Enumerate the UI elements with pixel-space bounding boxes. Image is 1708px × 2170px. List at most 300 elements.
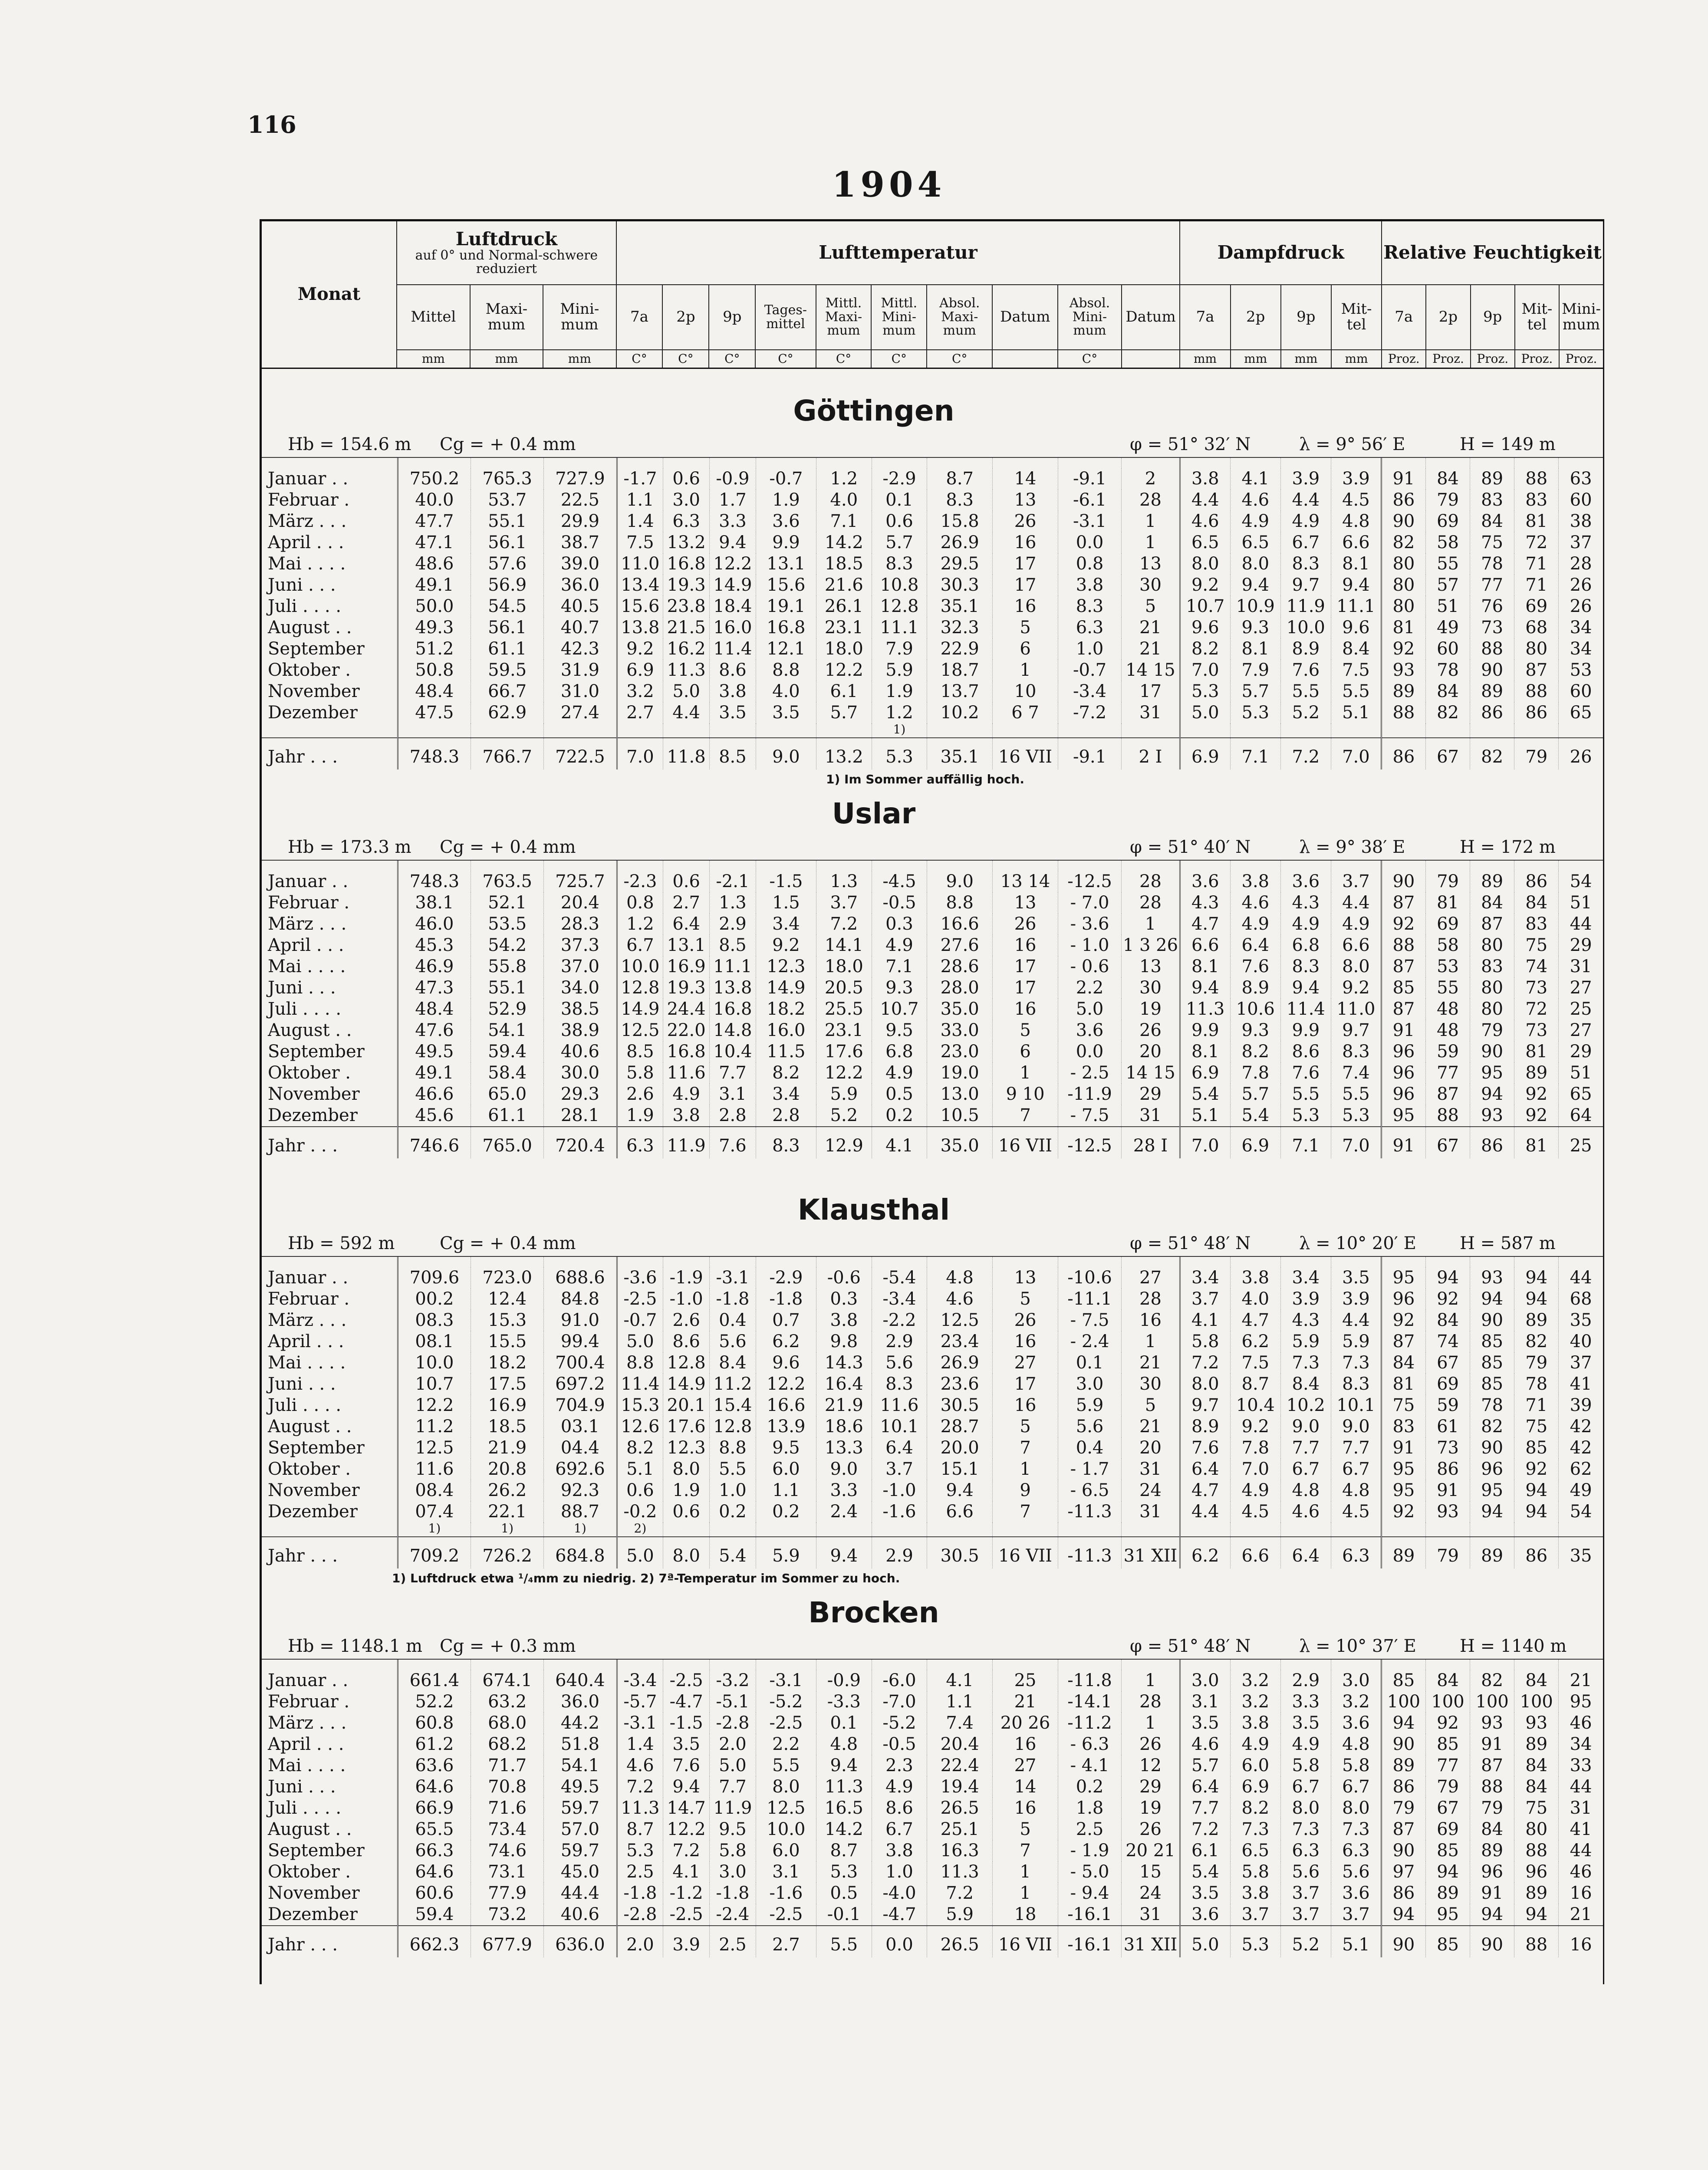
table-cell: 4.6	[1280, 1501, 1331, 1522]
table-cell: 7.1	[1230, 738, 1280, 769]
table-cell: -5.2	[872, 1713, 927, 1734]
header-col-11: Absol. Mini-mum	[1058, 285, 1121, 350]
table-cell: 4.0	[756, 681, 816, 702]
table-cell: 3.5	[1331, 1267, 1381, 1289]
table-cell: 23.0	[927, 1041, 993, 1062]
table-cell: 6.9	[1180, 738, 1230, 769]
month-label: Januar . .	[262, 468, 398, 490]
table-cell: 87	[1381, 956, 1425, 977]
table-cell: 27	[1559, 977, 1603, 999]
table-cell: 2.9	[872, 1537, 927, 1568]
table-cell: 5.3	[816, 1861, 872, 1883]
table-cell: 28 I	[1122, 1127, 1180, 1158]
table-cell: 82	[1470, 1670, 1514, 1691]
table-cell: 21.6	[816, 575, 872, 596]
station-footnote: 1) Im Sommer auffällig hoch.	[826, 772, 1024, 786]
table-cell: 5.9	[1280, 1331, 1331, 1352]
month-label: Oktober .	[262, 1062, 398, 1084]
table-cell: 95	[1381, 1105, 1425, 1127]
table-cell: 4.7	[1180, 914, 1230, 935]
table-cell: 9.2	[1180, 575, 1230, 596]
table-cell: 8.1	[1331, 553, 1381, 575]
table-cell: 3.7	[1280, 1904, 1331, 1926]
table-cell: 26.1	[816, 596, 872, 617]
table-cell: 15	[1122, 1861, 1180, 1883]
table-cell: 3.2	[1331, 1691, 1381, 1713]
table-cell: 26.9	[927, 532, 993, 553]
table-cell: 14.9	[617, 999, 663, 1020]
table-cell: 14 15	[1122, 660, 1180, 681]
table-cell: 5.5	[1331, 681, 1381, 702]
table-cell: 9.7	[1280, 575, 1331, 596]
station-table	[262, 861, 1603, 1158]
table-cell: 0.6	[872, 511, 927, 532]
table-cell: 6.0	[756, 1840, 816, 1861]
table-cell: 3.4	[1280, 1267, 1331, 1289]
table-cell: 52.2	[398, 1691, 471, 1713]
table-cell: 17.6	[816, 1041, 872, 1062]
table-row	[262, 1501, 1603, 1522]
table-cell: 56.1	[471, 617, 544, 638]
table-cell: 3.5	[710, 702, 756, 723]
table-cell: 50.8	[398, 660, 471, 681]
table-cell: -12.5	[1058, 1127, 1121, 1158]
table-cell: 16 VII	[993, 1127, 1058, 1158]
table-cell: 5.9	[816, 1084, 872, 1105]
month-label: September	[262, 1437, 398, 1459]
table-cell: - 7.5	[1058, 1310, 1121, 1331]
table-cell: 7.2	[617, 1776, 663, 1798]
table-cell: 8.3	[1280, 553, 1331, 575]
table-cell: 94	[1470, 1501, 1514, 1522]
table-cell: 2.0	[710, 1734, 756, 1755]
table-cell: 66.7	[471, 681, 544, 702]
table-cell: 11.6	[663, 1062, 710, 1084]
table-cell: 0.1	[1058, 1352, 1121, 1374]
table-cell: 8.2	[1230, 1041, 1280, 1062]
table-cell: 78	[1425, 660, 1470, 681]
table-cell: -1.6	[756, 1883, 816, 1904]
table-cell: 48	[1425, 999, 1470, 1020]
station-lam: λ = 10° 20′ E	[1299, 1233, 1416, 1253]
table-cell: 4.4	[1331, 1310, 1381, 1331]
table-cell: 20.8	[471, 1459, 544, 1480]
table-cell: 11.2	[710, 1374, 756, 1395]
table-row	[262, 681, 1603, 702]
station-phi: φ = 51° 48′ N	[1130, 1636, 1251, 1656]
table-cell: 91	[1470, 1734, 1514, 1755]
table-cell: 48.4	[398, 681, 471, 702]
table-cell: 69	[1425, 511, 1470, 532]
table-cell: - 6.5	[1058, 1480, 1121, 1501]
table-cell: 29	[1559, 1041, 1603, 1062]
table-cell: 12.5	[617, 1020, 663, 1041]
table-cell: 28	[1559, 553, 1603, 575]
table-cell: 16.3	[927, 1840, 993, 1861]
table-cell: -1.7	[617, 468, 663, 490]
table-cell: 7.4	[1331, 1062, 1381, 1084]
table-cell: 38	[1559, 511, 1603, 532]
table-cell: 92	[1514, 1105, 1559, 1127]
table-cell: 8.1	[1230, 638, 1280, 660]
table-cell: 7.0	[617, 738, 663, 769]
table-cell: 3.8	[1230, 1713, 1280, 1734]
table-cell: 6.2	[756, 1331, 816, 1352]
header-unit-9: C°	[927, 350, 992, 368]
table-cell: 3.7	[1280, 1883, 1331, 1904]
table-cell: 1.3	[710, 892, 756, 914]
table-cell: 53	[1559, 660, 1603, 681]
table-cell: 13.4	[617, 575, 663, 596]
table-cell: 49.3	[398, 617, 471, 638]
table-cell: 94	[1381, 1904, 1425, 1926]
table-cell: 5.5	[1280, 1084, 1331, 1105]
table-cell: 17.5	[471, 1374, 544, 1395]
table-cell: 83	[1514, 914, 1559, 935]
table-cell: 61.1	[471, 638, 544, 660]
table-cell: 92	[1381, 914, 1425, 935]
month-label: November	[262, 681, 398, 702]
table-cell: 21	[1122, 1416, 1180, 1437]
table-cell: 1.1	[617, 490, 663, 511]
table-cell: 33	[1559, 1755, 1603, 1776]
table-cell: 79	[1425, 1537, 1470, 1568]
table-cell: 49	[1425, 617, 1470, 638]
table-cell: 3.7	[1180, 1289, 1230, 1310]
table-cell: 7.2	[663, 1840, 710, 1861]
table-cell: 8.0	[1280, 1798, 1331, 1819]
table-cell: 35	[1559, 1310, 1603, 1331]
table-cell: 12.5	[756, 1798, 816, 1819]
table-cell: 0.8	[1058, 553, 1121, 575]
table-cell: 95	[1470, 1062, 1514, 1084]
table-cell: 26	[1122, 1020, 1180, 1041]
table-cell: 4.8	[1280, 1480, 1331, 1501]
table-cell: - 7.0	[1058, 892, 1121, 914]
table-cell: 0.7	[756, 1310, 816, 1331]
table-cell: 4.4	[1180, 490, 1230, 511]
table-row	[262, 1459, 1603, 1480]
table-cell: 709.2	[398, 1537, 471, 1568]
table-cell: -2.5	[663, 1904, 710, 1926]
table-cell: 59	[1425, 1395, 1470, 1416]
table-cell: 16.6	[927, 914, 993, 935]
table-cell: 33.0	[927, 1020, 993, 1041]
table-cell: 26.9	[927, 1352, 993, 1374]
table-cell: 11.8	[663, 738, 710, 769]
table-cell: 40.7	[544, 617, 617, 638]
table-cell: 94	[1470, 1289, 1514, 1310]
table-cell: 4.0	[816, 490, 872, 511]
table-cell: 14 15	[1122, 1062, 1180, 1084]
table-cell: 3.6	[1331, 1883, 1381, 1904]
table-cell: 7.4	[927, 1713, 993, 1734]
table-cell: -4.7	[872, 1904, 927, 1926]
table-cell: -0.6	[816, 1267, 872, 1289]
table-cell: 9.2	[617, 638, 663, 660]
header-lufttemperatur: Lufttemperatur	[616, 220, 1180, 285]
table-cell: 65.5	[398, 1819, 471, 1840]
table-cell: 76	[1470, 596, 1514, 617]
header-unit-15: mm	[1281, 350, 1331, 368]
table-cell: 1	[993, 1062, 1058, 1084]
table-cell: 91	[1425, 1480, 1470, 1501]
table-cell: - 5.0	[1058, 1861, 1121, 1883]
table-cell: 3.8	[710, 681, 756, 702]
table-cell: 26.5	[927, 1926, 993, 1957]
table-cell: 35	[1559, 1537, 1603, 1568]
footnote-mark	[1230, 723, 1280, 738]
station-h: H = 172 m	[1460, 837, 1556, 857]
table-cell: 23.4	[927, 1331, 993, 1352]
table-cell: 87	[1470, 914, 1514, 935]
table-cell: 10.0	[617, 956, 663, 977]
table-cell: 13.0	[927, 1084, 993, 1105]
table-cell: 7.5	[1331, 660, 1381, 681]
table-cell: 16.0	[710, 617, 756, 638]
month-label: Januar . .	[262, 1267, 398, 1289]
footnote-mark: 1)	[544, 1522, 617, 1537]
table-cell: 640.4	[544, 1670, 617, 1691]
month-label: März . . .	[262, 914, 398, 935]
table-cell: 80	[1470, 977, 1514, 999]
table-cell: 41	[1559, 1819, 1603, 1840]
table-cell: 9.3	[872, 977, 927, 999]
table-cell: 84	[1425, 1310, 1470, 1331]
station-title: Klausthal	[797, 1193, 950, 1226]
table-cell: -3.1	[1058, 511, 1121, 532]
table-cell: 15.5	[471, 1331, 544, 1352]
table-cell: 95	[1470, 1480, 1514, 1501]
month-label: August . .	[262, 617, 398, 638]
table-cell: 86	[1514, 1537, 1559, 1568]
table-cell: 4.9	[1230, 511, 1280, 532]
table-cell: 85	[1381, 977, 1425, 999]
table-cell: 12.8	[710, 1416, 756, 1437]
table-cell: -2.5	[756, 1713, 816, 1734]
table-cell: 93	[1425, 1501, 1470, 1522]
month-label: Oktober .	[262, 660, 398, 681]
table-cell: 16	[1122, 1310, 1180, 1331]
table-row	[262, 1819, 1603, 1840]
table-cell: 4.6	[617, 1755, 663, 1776]
station-phi: φ = 51° 48′ N	[1130, 1233, 1251, 1253]
table-cell: -2.2	[872, 1310, 927, 1331]
header-col-1: Maxi-mum	[470, 285, 543, 350]
table-cell: 8.2	[1230, 1798, 1280, 1819]
station-h: H = 1140 m	[1460, 1636, 1567, 1656]
table-cell: 94	[1514, 1480, 1559, 1501]
table-cell: 100	[1425, 1691, 1470, 1713]
table-cell: 31	[1122, 1904, 1180, 1926]
table-cell: 1	[1122, 1713, 1180, 1734]
table-cell: 94	[1514, 1904, 1559, 1926]
table-cell: 7.7	[1280, 1437, 1331, 1459]
station-footnote: 1) Luftdruck etwa ¹/₄mm zu niedrig. 2) 7ª-Temperatur im Sommer zu hoch.	[392, 1571, 900, 1585]
table-cell: 82	[1425, 702, 1470, 723]
table-cell: 6.2	[1230, 1331, 1280, 1352]
table-cell: 4.5	[1331, 1501, 1381, 1522]
table-cell: 53.7	[471, 490, 544, 511]
table-row	[262, 1395, 1603, 1416]
table-cell: 3.0	[1058, 1374, 1121, 1395]
table-cell: 16.8	[756, 617, 816, 638]
station-h: H = 587 m	[1460, 1233, 1556, 1253]
table-cell: 78	[1470, 553, 1514, 575]
table-cell: 1	[1122, 532, 1180, 553]
table-cell: 10.4	[1230, 1395, 1280, 1416]
table-cell: 89	[1470, 681, 1514, 702]
table-cell: 84	[1381, 1352, 1425, 1374]
table-cell: 5.0	[663, 681, 710, 702]
table-cell: 8.6	[663, 1331, 710, 1352]
table-row	[262, 638, 1603, 660]
table-row	[262, 1861, 1603, 1883]
table-cell: 17	[993, 575, 1058, 596]
table-cell: 10.0	[756, 1819, 816, 1840]
table-cell: 3.0	[1331, 1670, 1381, 1691]
table-cell: 0.6	[663, 1501, 710, 1522]
table-cell: 52.9	[471, 999, 544, 1020]
table-cell: 5.7	[1230, 681, 1280, 702]
table-cell: 7.5	[617, 532, 663, 553]
table-cell: 5	[993, 1416, 1058, 1437]
table-cell: 8.2	[617, 1437, 663, 1459]
table-cell: 6.5	[1230, 1840, 1280, 1861]
table-cell: 5.8	[1230, 1861, 1280, 1883]
month-label	[262, 1522, 398, 1537]
table-cell: 700.4	[544, 1352, 617, 1374]
station-table	[262, 458, 1603, 769]
header-unit-10	[992, 350, 1058, 368]
table-cell: 5	[993, 1289, 1058, 1310]
table-cell: 81	[1514, 511, 1559, 532]
table-cell: 63.6	[398, 1755, 471, 1776]
table-cell: 7.6	[663, 1755, 710, 1776]
table-cell: 766.7	[471, 738, 544, 769]
station-meta	[262, 834, 1603, 861]
table-cell: 16.4	[816, 1374, 872, 1395]
table-cell: -3.1	[710, 1267, 756, 1289]
header-unit-7: C°	[816, 350, 872, 368]
table-cell: 5.6	[1058, 1416, 1121, 1437]
table-cell: 7.0	[1180, 660, 1230, 681]
table-cell: 71.7	[471, 1755, 544, 1776]
table-cell: 81	[1381, 1374, 1425, 1395]
table-cell: 16	[993, 596, 1058, 617]
table-row	[262, 1734, 1603, 1755]
table-cell: 8.5	[617, 1041, 663, 1062]
table-cell: 31.9	[544, 660, 617, 681]
footnote-mark	[710, 723, 756, 738]
table-cell: 14.9	[756, 977, 816, 999]
table-cell: 1	[1122, 1670, 1180, 1691]
table-cell: 87	[1381, 999, 1425, 1020]
table-cell: 6.3	[1280, 1840, 1331, 1861]
table-cell: 96	[1514, 1861, 1559, 1883]
table-cell: 6.6	[1331, 532, 1381, 553]
table-cell: 86	[1381, 490, 1425, 511]
table-cell: 7.0	[1331, 1127, 1381, 1158]
table-cell: 87	[1381, 892, 1425, 914]
table-cell: 8.0	[1230, 553, 1280, 575]
table-row	[262, 1904, 1603, 1926]
table-row	[262, 1105, 1603, 1127]
footnote-mark	[1559, 723, 1603, 738]
month-label: Januar . .	[262, 871, 398, 892]
table-cell: 10.5	[927, 1105, 993, 1127]
table-cell: 1	[1122, 914, 1180, 935]
table-cell: 24.4	[663, 999, 710, 1020]
table-cell: 62	[1559, 1459, 1603, 1480]
table-cell: 13.9	[756, 1416, 816, 1437]
table-cell: 6.7	[1280, 1776, 1331, 1798]
table-cell: 6.0	[756, 1459, 816, 1480]
table-cell: 55	[1425, 977, 1470, 999]
table-cell: 7.7	[1180, 1798, 1230, 1819]
table-cell: 6.8	[1280, 935, 1331, 956]
table-cell: 12.2	[816, 1062, 872, 1084]
table-cell: - 9.4	[1058, 1883, 1121, 1904]
table-cell: 8.9	[1180, 1416, 1230, 1437]
table-cell: 8.1	[1180, 1041, 1230, 1062]
table-cell: 83	[1470, 490, 1514, 511]
table-cell: 59.4	[398, 1904, 471, 1926]
table-cell: 38.1	[398, 892, 471, 914]
table-cell: 10.1	[872, 1416, 927, 1437]
table-cell: 79	[1425, 1776, 1470, 1798]
table-cell: 90	[1381, 1734, 1425, 1755]
table-cell: 93	[1514, 1713, 1559, 1734]
table-cell: 5.5	[816, 1926, 872, 1957]
table-cell: 34	[1559, 638, 1603, 660]
footnote-mark	[1230, 1522, 1280, 1537]
table-cell: 46	[1559, 1861, 1603, 1883]
table-cell: 51	[1559, 892, 1603, 914]
table-cell: -0.7	[756, 468, 816, 490]
month-label: Dezember	[262, 1904, 398, 1926]
table-cell: 6.7	[1331, 1776, 1381, 1798]
month-label: November	[262, 1084, 398, 1105]
table-cell: 9.4	[816, 1537, 872, 1568]
footnote-mark	[1331, 723, 1381, 738]
table-cell: 96	[1470, 1861, 1514, 1883]
table-cell: 16	[993, 1395, 1058, 1416]
table-cell: 20 21	[1122, 1840, 1180, 1861]
table-cell: 73.4	[471, 1819, 544, 1840]
table-cell: 10	[993, 681, 1058, 702]
table-cell: 1.9	[756, 490, 816, 511]
table-cell: 80	[1381, 553, 1425, 575]
table-cell: 1.9	[872, 681, 927, 702]
table-cell: 5.2	[816, 1105, 872, 1127]
header-col-8: Mittl. Mini-mum	[871, 285, 927, 350]
table-cell: 2.9	[872, 1331, 927, 1352]
table-cell: 28.0	[927, 977, 993, 999]
table-cell: 94	[1425, 1861, 1470, 1883]
table-cell: 3.6	[1180, 1904, 1230, 1926]
table-cell: 20	[1122, 1041, 1180, 1062]
table-cell: 4.9	[1230, 1480, 1280, 1501]
month-label: Jahr . . .	[262, 1926, 398, 1957]
table-cell: 79	[1425, 871, 1470, 892]
table-cell: 9.9	[1180, 1020, 1230, 1041]
table-cell: 3.9	[663, 1926, 710, 1957]
table-cell: 31	[1559, 1798, 1603, 1819]
table-cell: 93	[1381, 660, 1425, 681]
station-title: Göttingen	[793, 394, 954, 427]
month-label: Dezember	[262, 702, 398, 723]
